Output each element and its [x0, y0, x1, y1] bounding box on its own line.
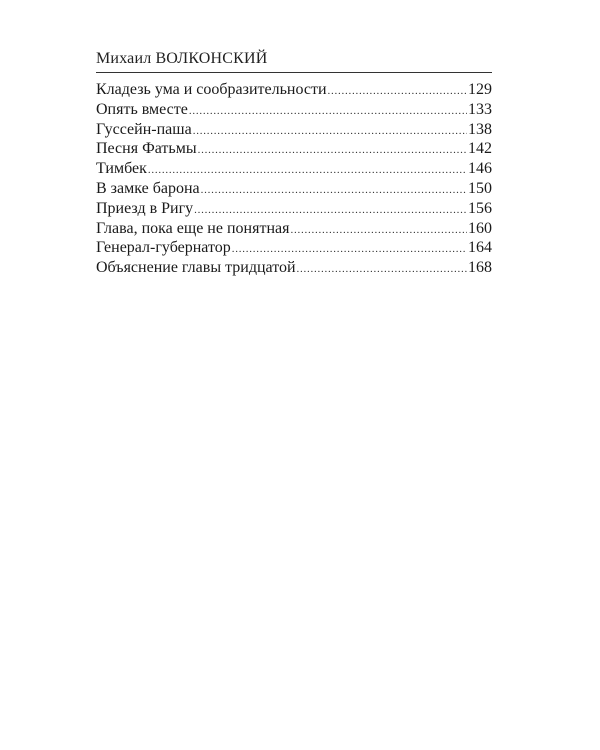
- toc-dot-leader: [201, 181, 467, 201]
- table-of-contents: [96, 80, 492, 278]
- toc-entry-title: Тимбек: [96, 160, 147, 178]
- header-rule: [96, 72, 492, 73]
- toc-dot-leader: [297, 260, 467, 280]
- toc-entry-title: Гуссейн-паша: [96, 120, 192, 138]
- toc-entry-title: Генерал-губернатор: [96, 239, 231, 257]
- toc-dot-leader: [198, 141, 467, 161]
- toc-entry: [96, 238, 492, 258]
- toc-entry-page: 160: [468, 219, 492, 237]
- toc-entry: [96, 199, 492, 219]
- toc-entry: [96, 219, 492, 239]
- toc-entry-page: 168: [468, 259, 492, 277]
- running-head: [96, 50, 268, 68]
- toc-entry: [96, 80, 492, 100]
- toc-entry: [96, 120, 492, 140]
- toc-entry-page: 146: [468, 160, 492, 178]
- toc-dot-leader: [189, 102, 467, 122]
- toc-entry-title: Песня Фатьмы: [96, 140, 197, 158]
- toc-entry-title: Опять вместе: [96, 100, 188, 118]
- toc-entry-title: Объяснение главы тридцатой: [96, 259, 296, 277]
- toc-entry-title: В замке барона: [96, 179, 200, 197]
- toc-entry-page: 129: [468, 81, 492, 98]
- toc-entry-page: 164: [468, 239, 492, 257]
- toc-entry-title: Глава, пока еще не понятная: [96, 219, 290, 237]
- toc-entry-page: 156: [468, 199, 492, 217]
- toc-dot-leader: [328, 82, 468, 102]
- toc-entry: [96, 100, 492, 120]
- toc-entry-page: 133: [468, 100, 492, 118]
- toc-entry-title: Кладезь ума и сообразительности: [96, 81, 327, 98]
- toc-dot-leader: [193, 122, 467, 142]
- toc-entry: [96, 179, 492, 199]
- toc-entry-page: 150: [468, 179, 492, 197]
- toc-dot-leader: [290, 221, 467, 241]
- toc-entry-page: 142: [468, 140, 492, 158]
- toc-entry: [96, 258, 492, 278]
- toc-entry: [96, 139, 492, 159]
- toc-entry: [96, 159, 492, 179]
- author-first-name: Михаил: [96, 50, 152, 67]
- toc-entry-page: 138: [468, 120, 492, 138]
- author-last-name: ВОЛКОНСКИЙ: [155, 50, 268, 67]
- toc-entry-title: Приезд в Ригу: [96, 199, 194, 217]
